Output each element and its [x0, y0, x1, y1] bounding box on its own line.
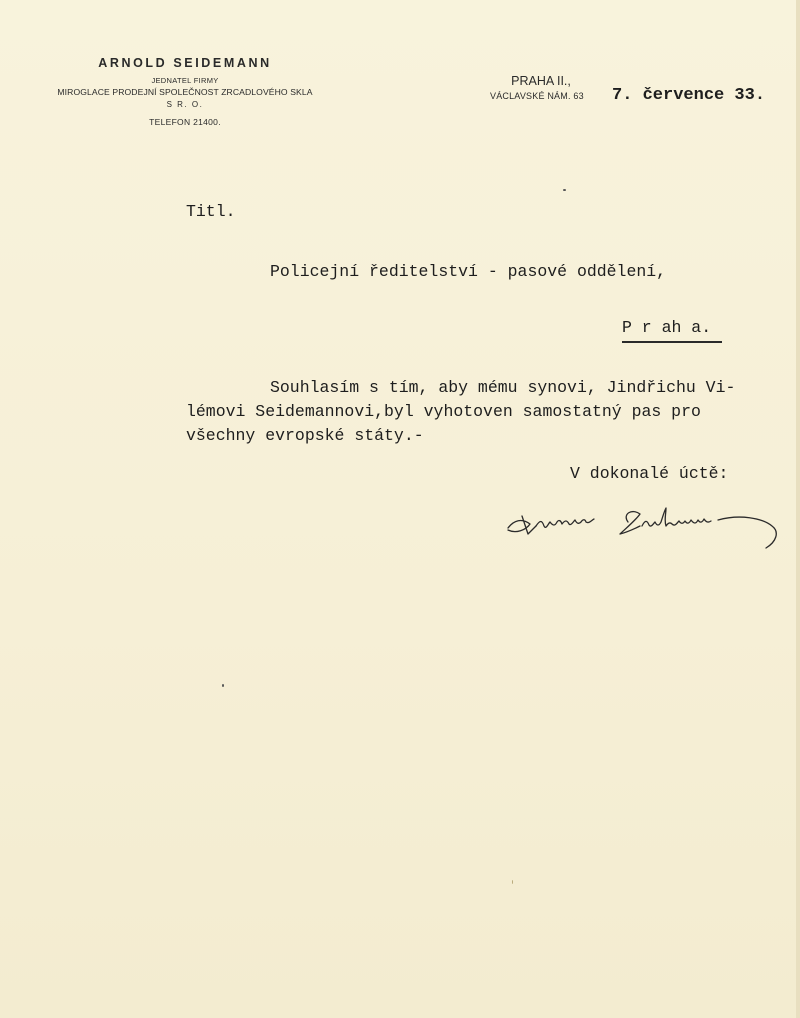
signature — [500, 490, 790, 560]
letter-date: 7. července 33. — [612, 86, 766, 105]
paper-speck — [512, 880, 513, 884]
paper-speck — [563, 189, 566, 191]
body-line: Souhlasím s tím, aby mému synovi, Jindřichu Vi- — [270, 378, 736, 397]
letter-closing: V dokonalé úctě: — [570, 464, 729, 483]
letterhead-phone: TELEFON 21400. — [149, 117, 221, 127]
letterhead-name: ARNOLD SEIDEMANN — [98, 56, 272, 70]
paper-speck — [222, 684, 224, 687]
letterhead-legal-form: S R. O. — [166, 100, 204, 109]
body-line: všechny evropské státy.- — [186, 426, 424, 445]
letterhead-company: MIROGLACE PRODEJNÍ SPOLEČNOST ZRCADLOVÉHO SKLA — [57, 87, 313, 97]
letterhead-role: JEDNATEL FIRMY — [151, 76, 219, 85]
letter-recipient: Policejní ředitelství - pasové oddělení, — [270, 262, 667, 281]
letterhead-street: VÁCLAVSKÉ NÁM. 63 — [490, 91, 584, 101]
letter-recipient-city: P r ah a. — [622, 318, 712, 337]
body-line: lémovi Seidemannovi,byl vyhotoven samostatný pas pro — [186, 402, 701, 421]
letterhead-city: PRAHA II., — [511, 74, 571, 88]
paper-edge — [796, 0, 800, 1018]
letter-salutation: Titl. — [186, 202, 236, 221]
city-underline — [622, 341, 722, 343]
